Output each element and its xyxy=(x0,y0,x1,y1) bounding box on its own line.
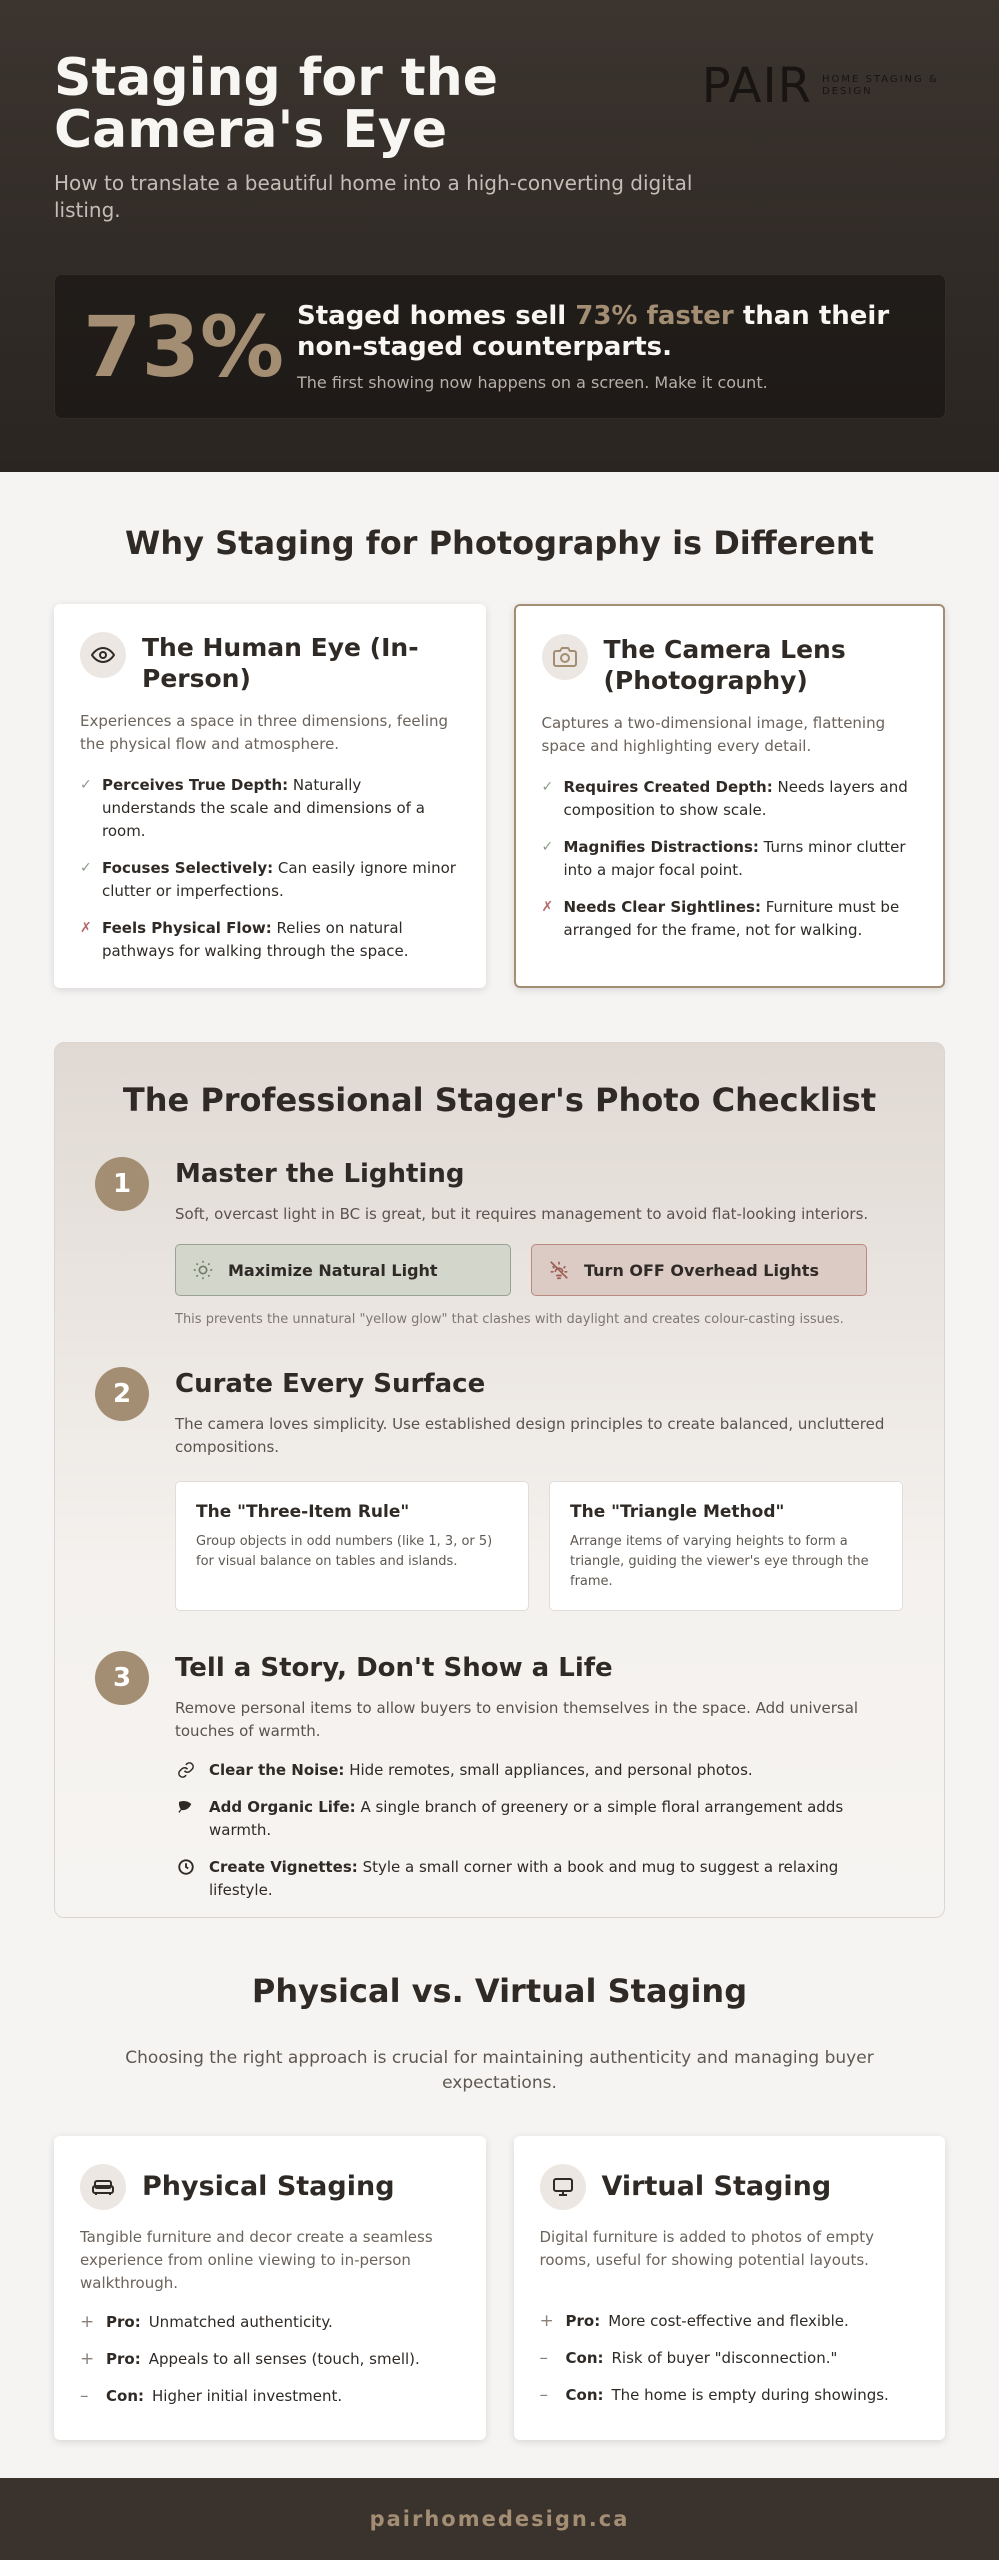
lighting-note: This prevents the unnatural "yellow glow" that clashes with daylight and creates colour-casting issues. xyxy=(175,1312,844,1327)
list-item xyxy=(540,2310,920,2333)
item-label: Con: xyxy=(106,2387,144,2405)
list-item xyxy=(80,917,460,963)
stat-head-accent: 73% faster xyxy=(575,301,734,331)
triangle-method-card xyxy=(549,1481,903,1611)
step-description: The camera loves simplicity. Use established design principles to create balanced, uncluttered compositions. xyxy=(175,1415,885,1456)
check-icon: ✓ xyxy=(80,777,92,793)
list-item xyxy=(542,896,918,942)
list-item xyxy=(80,2348,460,2371)
step-body xyxy=(175,1651,904,1916)
virtual-staging-card xyxy=(514,2136,946,2440)
item-text: Turns minor clutter into a major focal point. xyxy=(563,838,906,879)
card-title: The Human Eye (In-Person) xyxy=(142,633,419,693)
step-number: 2 xyxy=(95,1367,149,1421)
comparison-cards xyxy=(0,2136,999,2440)
checklist-title: The Professional Stager's Photo Checklist xyxy=(122,1081,877,1119)
stat-note: The first showing now happens on a screen. Make it count. xyxy=(297,373,768,392)
list-item xyxy=(80,774,460,843)
step-lighting xyxy=(95,1157,904,1327)
step-title: Master the Lighting xyxy=(175,1159,465,1189)
brand-logo xyxy=(702,58,942,114)
plus-icon: + xyxy=(80,2349,95,2369)
check-icon: ✓ xyxy=(80,860,92,876)
step-surfaces xyxy=(95,1367,904,1611)
rule-text: Group objects in odd numbers (like 1, 3, or 5) for visual balance on tables and islands. xyxy=(196,1534,493,1569)
why-cards xyxy=(0,604,999,988)
item-text: Relies on natural pathways for walking through the space. xyxy=(102,919,409,960)
item-label: Perceives True Depth: xyxy=(102,776,289,794)
item-text: The home is empty during showings. xyxy=(611,2386,889,2404)
plus-icon: + xyxy=(539,2311,554,2331)
card-bullets xyxy=(80,774,460,963)
plus-icon: + xyxy=(80,2312,95,2332)
stat-callout xyxy=(54,274,946,419)
cross-icon: ✗ xyxy=(541,899,554,915)
item-text: A single branch of greenery or a simple floral arrangement adds warmth. xyxy=(209,1798,844,1839)
website-link[interactable]: pairhomedesign.ca xyxy=(369,2507,630,2531)
design-rules xyxy=(175,1481,904,1611)
checklist-section xyxy=(54,1042,945,1918)
stat-value: 73% xyxy=(83,297,285,396)
card-description: Digital furniture is added to photos of empty rooms, useful for showing potential layouts. xyxy=(539,2228,875,2269)
rule-title: The "Three-Item Rule" xyxy=(196,1502,410,1522)
pros-cons-list xyxy=(540,2310,920,2407)
logo-mark: PAIR xyxy=(701,58,812,114)
card-title: Virtual Staging xyxy=(601,2171,832,2202)
card-title: Physical Staging xyxy=(142,2171,395,2202)
sofa-icon xyxy=(80,2164,126,2210)
item-label: Requires Created Depth: xyxy=(563,778,773,796)
item-label: Focuses Selectively: xyxy=(102,859,274,877)
rule-text: Arrange items of varying heights to form a triangle, guiding the viewer's eye through the frame. xyxy=(570,1534,869,1589)
camera-icon xyxy=(542,634,588,680)
stat-head-post: than their non-staged counterparts. xyxy=(297,301,890,362)
three-item-rule-card xyxy=(175,1481,529,1611)
card-description: Experiences a space in three dimensions, feeling the physical flow and atmosphere. xyxy=(80,712,449,753)
stat-head-pre: Staged homes sell xyxy=(297,301,567,331)
item-label: Magnifies Distractions: xyxy=(563,838,759,856)
card-header xyxy=(542,634,918,696)
page-title: Staging for the Camera's Eye xyxy=(54,48,499,160)
check-icon: ✓ xyxy=(541,839,554,855)
card-bullets xyxy=(542,776,918,942)
step-description: Soft, overcast light in BC is great, but it requires management to avoid flat-looking interiors. xyxy=(175,1205,869,1223)
item-text: Risk of buyer "disconnection." xyxy=(611,2349,838,2367)
page-subtitle: How to translate a beautiful home into a high-converting digital listing. xyxy=(54,171,693,222)
card-description: Captures a two-dimensional image, flattening space and highlighting every detail. xyxy=(541,714,886,755)
list-item xyxy=(175,1856,904,1902)
step-title: Tell a Story, Don't Show a Life xyxy=(175,1653,613,1683)
check-icon: ✓ xyxy=(541,779,554,795)
step-description: Remove personal items to allow buyers to envision themselves in the space. Add universal touches of warmth. xyxy=(175,1699,859,1740)
pros-cons-list xyxy=(80,2311,460,2408)
light-off-icon xyxy=(548,1259,570,1281)
clock-icon xyxy=(175,1856,197,1878)
step-title: Curate Every Surface xyxy=(175,1369,486,1399)
card-header xyxy=(80,632,460,694)
step-story xyxy=(95,1651,904,1916)
link-icon xyxy=(175,1759,197,1781)
tip-label: Turn OFF Overhead Lights xyxy=(584,1260,819,1280)
rule-title: The "Triangle Method" xyxy=(570,1502,785,1522)
physical-staging-card xyxy=(54,2136,486,2440)
list-item xyxy=(540,2347,920,2370)
natural-light-tip xyxy=(175,1244,511,1296)
list-item xyxy=(175,1796,904,1842)
item-label: Con: xyxy=(565,2386,604,2404)
item-label: Create Vignettes: xyxy=(209,1858,358,1876)
item-label: Feels Physical Flow: xyxy=(102,919,272,937)
comparison-title: Physical vs. Virtual Staging xyxy=(251,1972,748,2010)
lighting-tips xyxy=(175,1244,904,1296)
item-label: Pro: xyxy=(565,2312,601,2330)
sun-icon xyxy=(192,1259,214,1281)
item-label: Add Organic Life: xyxy=(209,1798,356,1816)
staging-comparison-section xyxy=(0,1918,999,2440)
item-label: Clear the Noise: xyxy=(209,1761,345,1779)
card-header xyxy=(80,2164,460,2210)
item-text: Style a small corner with a book and mug to suggest a relaxing lifestyle. xyxy=(209,1858,839,1899)
leaf-icon xyxy=(175,1796,197,1818)
item-text: Unmatched authenticity. xyxy=(148,2313,333,2331)
item-text: Appeals to all senses (touch, smell). xyxy=(148,2350,420,2368)
minus-icon: – xyxy=(539,2348,548,2368)
item-label: Pro: xyxy=(106,2313,141,2331)
list-item xyxy=(175,1759,904,1782)
item-label: Con: xyxy=(565,2349,604,2367)
step-number: 3 xyxy=(95,1651,149,1705)
item-text: Can easily ignore minor clutter or imperfections. xyxy=(102,859,456,900)
list-item xyxy=(542,776,918,822)
step-body xyxy=(175,1367,904,1611)
list-item xyxy=(80,2385,460,2408)
monitor-icon xyxy=(540,2164,586,2210)
hero-section xyxy=(0,0,999,472)
item-label: Pro: xyxy=(106,2350,141,2368)
list-item xyxy=(80,2311,460,2334)
minus-icon: – xyxy=(539,2385,548,2405)
story-tips xyxy=(175,1759,904,1902)
card-header xyxy=(540,2164,920,2210)
item-text: Higher initial investment. xyxy=(152,2387,343,2405)
list-item xyxy=(80,857,460,903)
footer xyxy=(0,2478,999,2560)
why-title: Why Staging for Photography is Different xyxy=(125,524,874,562)
human-eye-card xyxy=(54,604,486,988)
item-label: Needs Clear Sightlines: xyxy=(563,898,761,916)
list-item xyxy=(542,836,918,882)
minus-icon: – xyxy=(80,2386,89,2406)
tip-label: Maximize Natural Light xyxy=(228,1260,438,1280)
stat-text xyxy=(297,301,917,392)
item-text: Hide remotes, small appliances, and personal photos. xyxy=(349,1761,753,1779)
step-number: 1 xyxy=(95,1157,149,1211)
card-description: Tangible furniture and decor create a seamless experience from online viewing to in-person walkthrough. xyxy=(80,2228,433,2292)
item-text: Needs layers and composition to show scale. xyxy=(563,778,908,819)
comparison-intro: Choosing the right approach is crucial for maintaining authenticity and managing buyer expectations. xyxy=(125,2048,874,2093)
logo-tagline: HOME STAGING & DESIGN xyxy=(822,74,939,97)
eye-icon xyxy=(80,632,126,678)
overhead-lights-tip xyxy=(531,1244,867,1296)
list-item xyxy=(540,2384,920,2407)
item-text: Naturally understands the scale and dimensions of a room. xyxy=(102,776,425,840)
camera-lens-card xyxy=(514,604,946,988)
stat-headline xyxy=(297,301,917,363)
step-body xyxy=(175,1157,904,1327)
item-text: More cost-effective and flexible. xyxy=(608,2312,849,2330)
why-section xyxy=(0,472,999,988)
item-text: Furniture must be arranged for the frame, not for walking. xyxy=(563,898,900,939)
card-title: The Camera Lens (Photography) xyxy=(603,635,846,695)
cross-icon: ✗ xyxy=(80,920,92,936)
